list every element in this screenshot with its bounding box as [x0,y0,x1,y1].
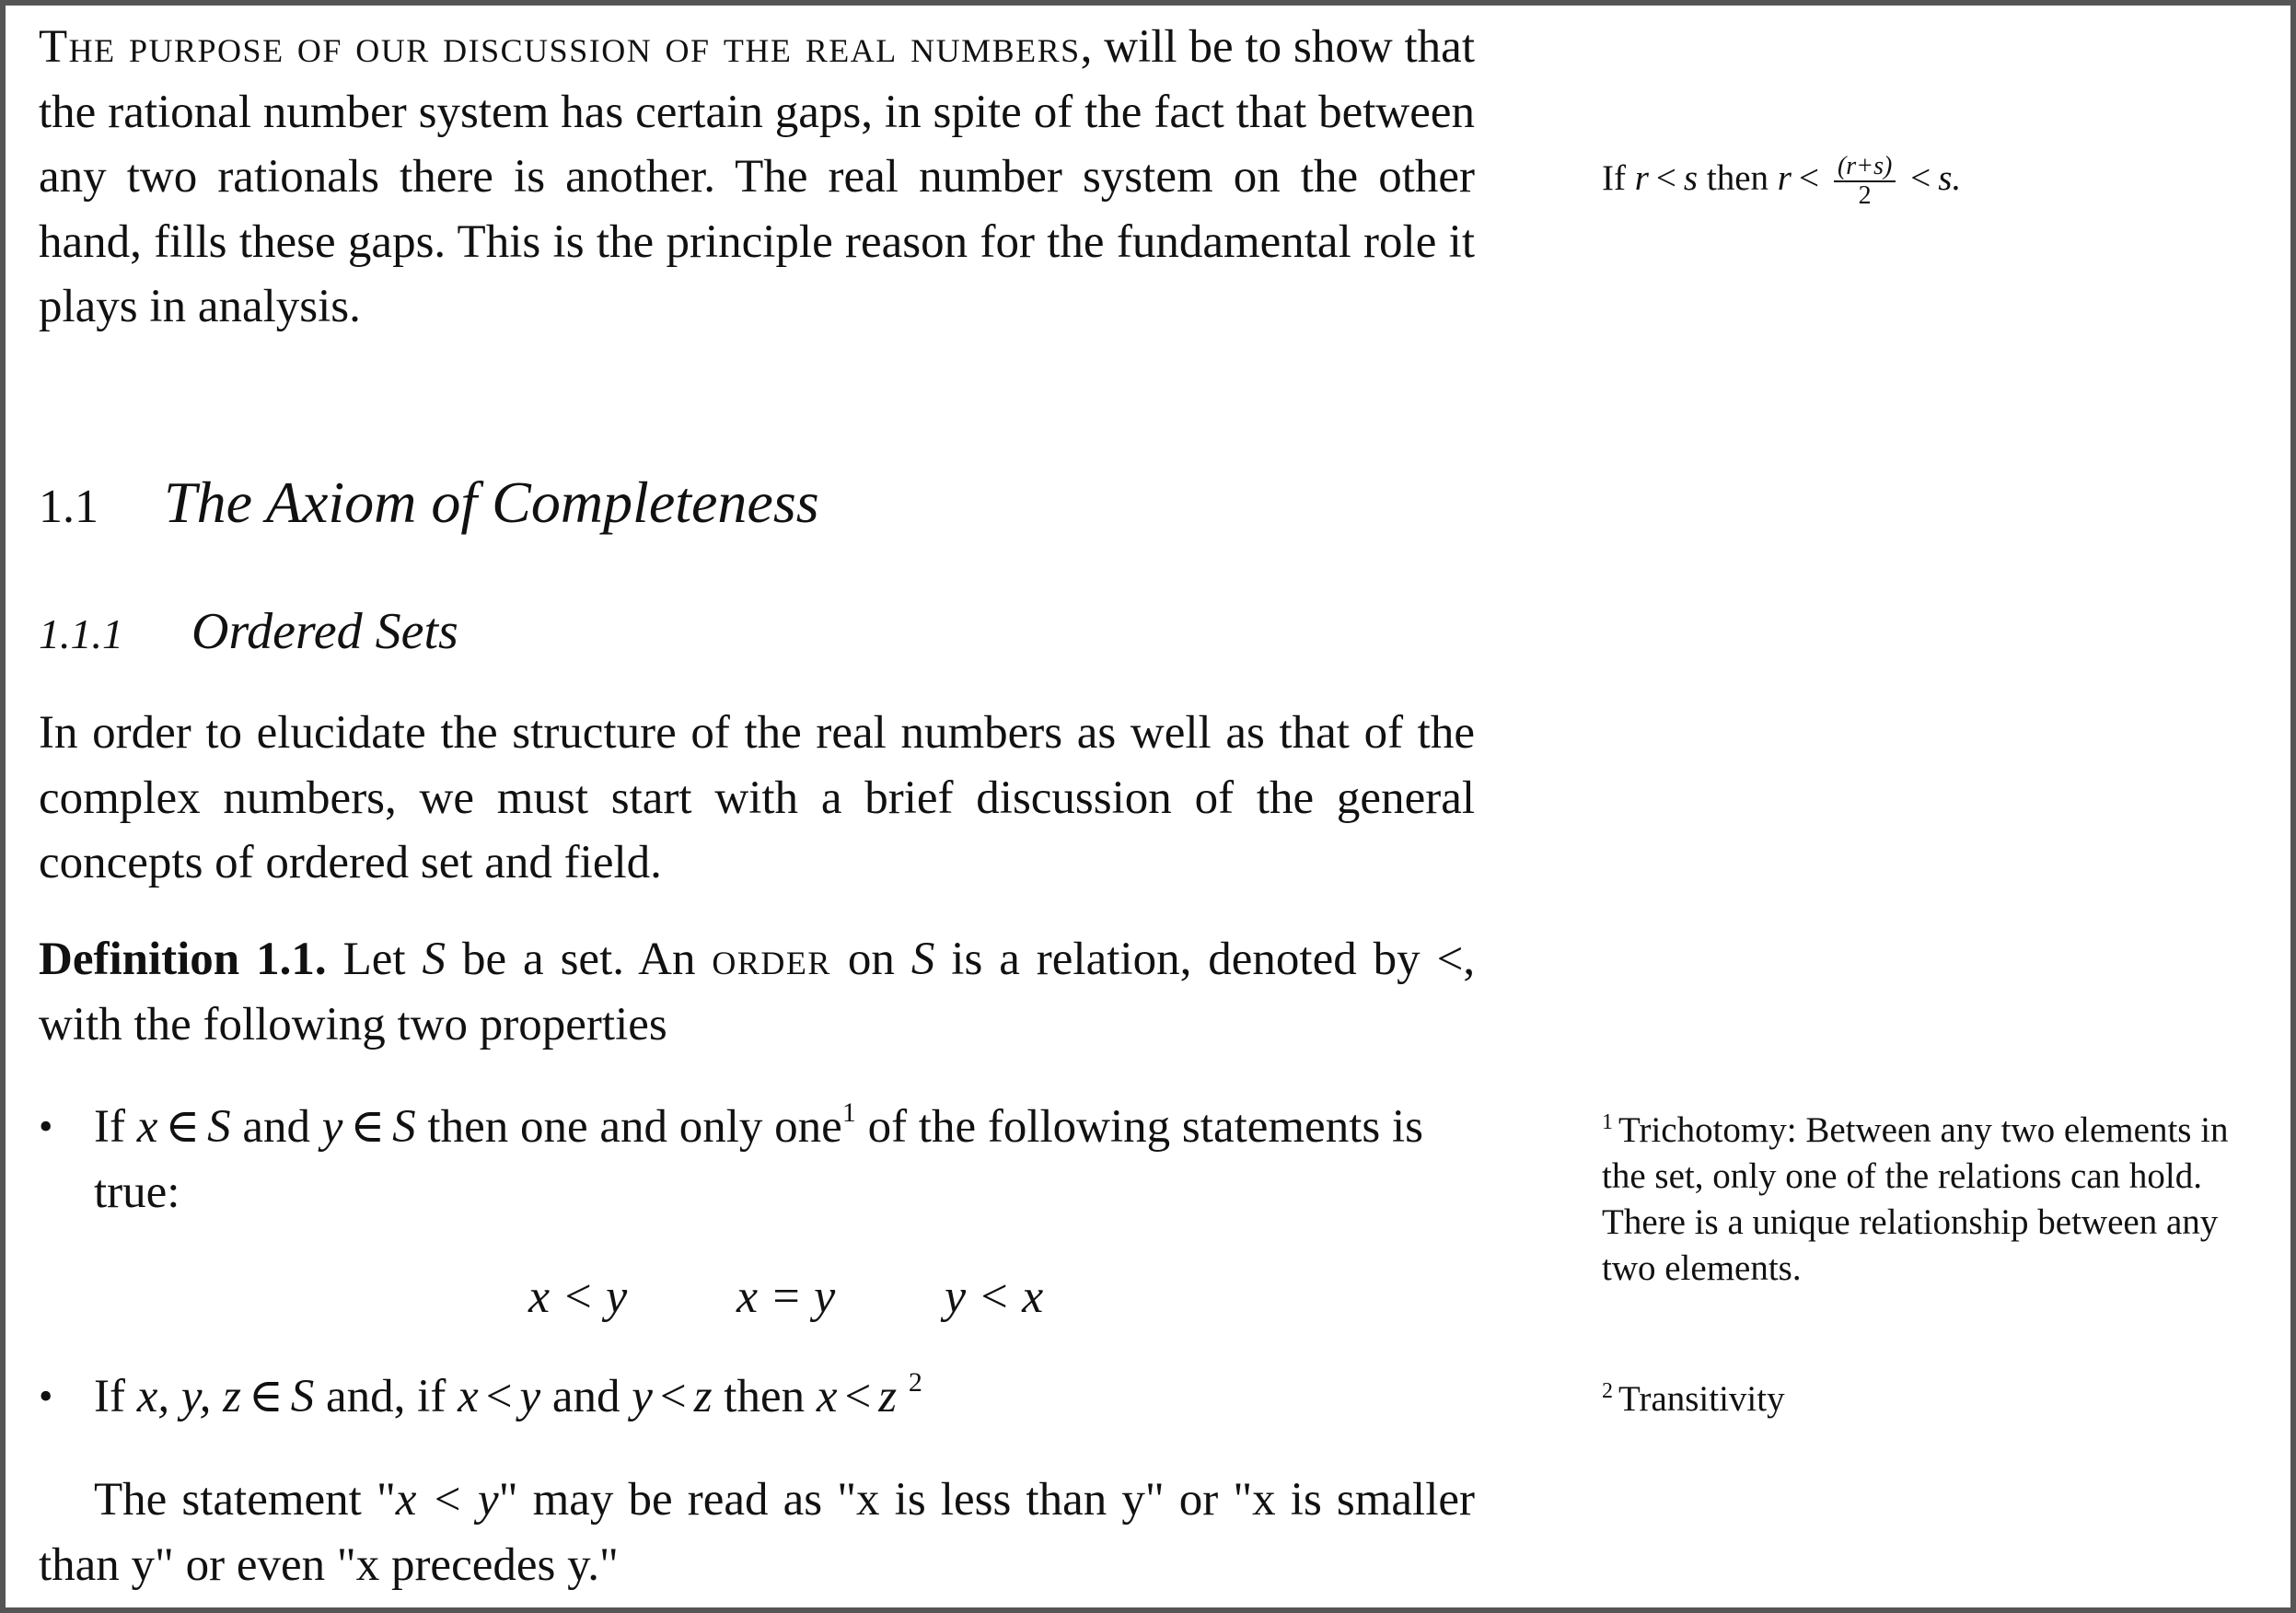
section-number: 1.1 [39,481,99,533]
paragraph-1-text: In order to elucidate the structure of the real numbers as well as that of the complex numbers, we must start with a brief discussion of the general concepts of ordered set and field. [39,707,1475,888]
bullet-2-z-2: z [878,1371,898,1422]
bullet-2-then: then [724,1371,806,1422]
paragraph-reading [39,1468,1475,1597]
margin-fraction [1834,153,1896,210]
margin-lt-3: < [1910,157,1931,198]
definition-1-1 [39,927,1475,1057]
bullet-2-lt: < [485,1371,513,1422]
intro-lead: The purpose of our discussion of the real numbers [39,21,1081,73]
subsection-heading [39,599,458,667]
paragraph-2-t2: " may be read as "x is less than y" or "x is smaller than y" or even "x precedes y." [39,1474,1476,1591]
margin-s: s [1683,157,1699,198]
margin-lt-2: < [1798,157,1819,198]
paragraph-2-t1: The statement " [94,1474,396,1526]
relation-y-lt-x: y < x [945,1271,1044,1323]
definition-t3: on [847,934,895,985]
bullet-2-lt-3: < [844,1371,872,1422]
bullet-2-in: ∈ [249,1371,284,1422]
bullet-1-rest: of the following statements is true: [94,1101,1423,1218]
bullet-transitivity [39,1364,1475,1430]
relations-display [39,1260,1475,1334]
definition-set-s: S [422,934,446,985]
bullet-dot-1: • [39,1104,53,1149]
paragraph-2-expr: x < y [395,1474,499,1526]
margin-then: then [1706,157,1769,198]
bullet-2-and: and [551,1371,620,1422]
margin-r: r [1634,157,1649,198]
footnote-2 [1602,1376,2274,1422]
bullet-2-s: S [290,1371,315,1422]
section-title: The Axiom of Completeness [164,470,819,535]
footnote-ref-1: 1 [841,1097,856,1128]
margin-r-2: r [1777,157,1792,198]
paragraph-ordered-sets [39,701,1475,896]
bullet-1-x: x [136,1101,158,1153]
footnote-2-text: Transitivity [1618,1379,1785,1419]
bullet-2-x-2: x [816,1371,838,1422]
footnote-ref-2: 2 [908,1367,922,1398]
bullet-dot-2: • [39,1374,53,1419]
fraction-denominator: 2 [1858,181,1872,210]
definition-order-word: order [712,934,831,985]
bullet-1-s-2: S [392,1101,416,1153]
bullet-2-z: z [693,1371,713,1422]
margin-note-midpoint [1602,153,2274,210]
intro-text: , will be to show that the rational number system has certain gaps, in spite of the fact that between any two rationals there is another. The real number system on the other hand, fills these gaps. This is the principle reason for the fundamental role it plays in analysis. [39,21,1475,332]
bullet-1-and: and [242,1101,311,1153]
footnote-1-text: Trichotomy: Between any two elements in the set, only one of the relations can hold. There is a unique relationship between any two elements. [1602,1110,2229,1288]
bullet-2-y-2: y [632,1371,653,1422]
definition-t2: be a set. An [461,934,696,985]
footnote-1-mark: 1 [1602,1110,1613,1134]
margin-lt-1: < [1655,157,1676,198]
bullet-2-x: x [458,1371,479,1422]
bullet-trichotomy [39,1095,1475,1224]
relation-x-lt-y: x < y [528,1271,628,1323]
bullet-1-y: y [321,1101,343,1153]
footnote-1 [1602,1108,2274,1292]
bullet-1-if: If [94,1101,125,1153]
margin-end: s. [1938,157,1962,198]
bullet-1-in: ∈ [165,1101,201,1153]
fraction-numerator: (r+s) [1834,153,1896,182]
bullet-1-in-2: ∈ [350,1101,386,1153]
definition-t4: is a relation, denoted by [951,934,1421,985]
definition-set-s-2: S [910,934,935,985]
subsection-title: Ordered Sets [191,603,458,660]
footnote-2-mark: 2 [1602,1379,1613,1403]
subsection-number: 1.1.1 [39,610,123,657]
margin-if: If [1602,157,1626,198]
bullet-2-xyz: x, y, z [136,1371,242,1422]
definition-label: Definition 1.1. [39,934,327,985]
bullet-1-s: S [207,1101,231,1153]
bullet-2-and-if: and, if [326,1371,446,1422]
bullet-2-if: If [94,1371,125,1422]
section-heading [39,466,819,544]
bullet-2-y: y [519,1371,541,1422]
bullet-1-then: then one and only one [427,1101,842,1153]
definition-t1: Let [342,934,406,985]
bullet-2-lt-2: < [659,1371,687,1422]
relation-x-eq-y: x = y [736,1271,836,1323]
definition-lt: < [1436,934,1464,985]
definition-t5: , with the following two properties [39,934,1476,1050]
intro-paragraph [39,15,1475,340]
